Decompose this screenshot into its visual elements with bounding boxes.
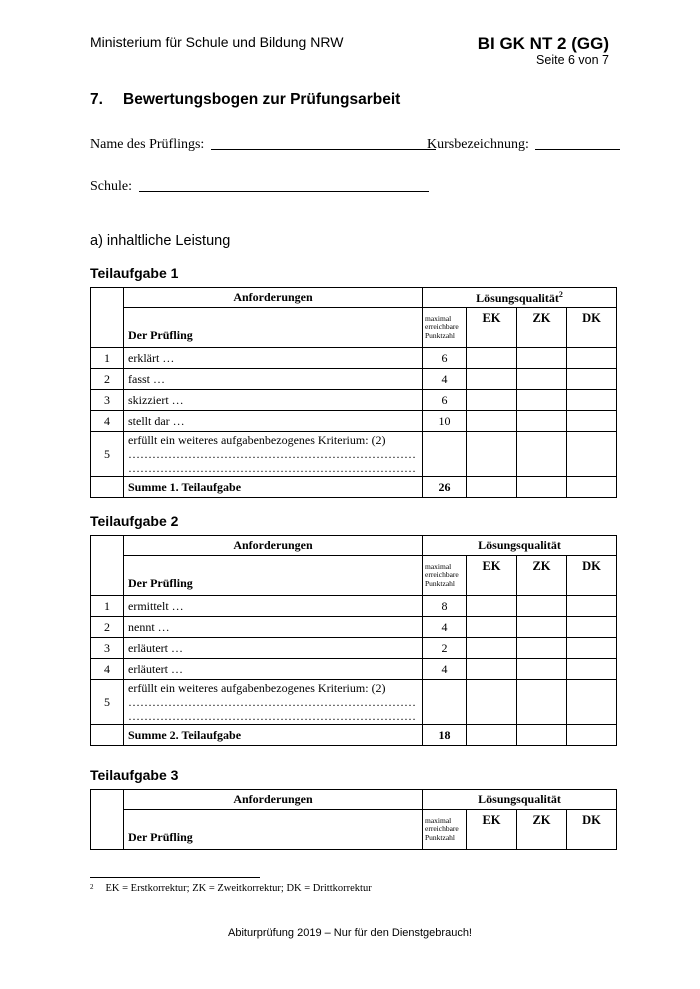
requirements-header: Anforderungen bbox=[124, 790, 423, 810]
section-title bbox=[90, 91, 400, 109]
school-input-line[interactable] bbox=[139, 177, 429, 192]
row-number: 2 bbox=[91, 617, 124, 638]
document-header bbox=[478, 34, 609, 67]
zk-cell[interactable] bbox=[517, 411, 567, 432]
row-requirement: stellt dar … bbox=[124, 411, 423, 432]
row-max-points: 2 bbox=[423, 638, 467, 659]
table-header-row bbox=[91, 790, 617, 810]
zk-cell[interactable] bbox=[517, 369, 567, 390]
row-max-points bbox=[423, 432, 467, 477]
sum-label: Summe 1. Teilaufgabe bbox=[124, 477, 423, 498]
fill-in-line[interactable]: ……………………………………………………………… bbox=[128, 709, 416, 723]
row-number: 5 bbox=[91, 432, 124, 477]
table-row bbox=[91, 432, 617, 477]
quality-header: Lösungsqualität bbox=[423, 536, 617, 556]
ek-cell[interactable] bbox=[467, 411, 517, 432]
dk-cell[interactable] bbox=[567, 617, 617, 638]
zk-cell[interactable] bbox=[517, 348, 567, 369]
row-number: 4 bbox=[91, 659, 124, 680]
course-field bbox=[427, 135, 620, 153]
ek-header: EK bbox=[467, 810, 517, 850]
dk-cell[interactable] bbox=[567, 432, 617, 477]
requirements-header: Anforderungen bbox=[124, 536, 423, 556]
ek-cell[interactable] bbox=[467, 596, 517, 617]
footnote-marker: 2 bbox=[558, 289, 563, 299]
dk-cell[interactable] bbox=[567, 659, 617, 680]
max-points-header: maximal erreichbare Punktzahl bbox=[423, 810, 467, 850]
dk-cell[interactable] bbox=[567, 411, 617, 432]
ek-cell[interactable] bbox=[467, 390, 517, 411]
max-points-header: maximal erreichbare Punktzahl bbox=[423, 556, 467, 596]
ek-cell[interactable] bbox=[467, 680, 517, 725]
table-row bbox=[91, 659, 617, 680]
footnote bbox=[90, 883, 372, 894]
row-max-points: 6 bbox=[423, 390, 467, 411]
task-2-table bbox=[90, 535, 617, 746]
dk-cell[interactable] bbox=[567, 725, 617, 746]
zk-cell[interactable] bbox=[517, 477, 567, 498]
course-label: Kursbezeichnung: bbox=[427, 137, 529, 152]
row-requirement: nennt … bbox=[124, 617, 423, 638]
ek-cell[interactable] bbox=[467, 369, 517, 390]
task-1-title: Teilaufgabe 1 bbox=[90, 265, 179, 281]
table-header-row bbox=[91, 536, 617, 556]
zk-cell[interactable] bbox=[517, 617, 567, 638]
ek-header: EK bbox=[467, 308, 517, 348]
row-number: 1 bbox=[91, 596, 124, 617]
max-points-header: maximal erreichbare Punktzahl bbox=[423, 308, 467, 348]
sum-number-cell bbox=[91, 725, 124, 746]
row-requirement bbox=[124, 432, 423, 477]
zk-header: ZK bbox=[517, 810, 567, 850]
zk-cell[interactable] bbox=[517, 659, 567, 680]
school-label: Schule: bbox=[90, 179, 132, 194]
row-max-points: 6 bbox=[423, 348, 467, 369]
requirements-header: Anforderungen bbox=[124, 288, 423, 308]
examinee-name-label: Name des Prüflings: bbox=[90, 137, 205, 152]
table-row bbox=[91, 617, 617, 638]
table-row bbox=[91, 369, 617, 390]
quality-header: Lösungsqualität bbox=[423, 790, 617, 810]
course-input-line[interactable] bbox=[535, 135, 620, 150]
zk-header: ZK bbox=[517, 556, 567, 596]
quality-header bbox=[423, 288, 617, 308]
zk-cell[interactable] bbox=[517, 638, 567, 659]
task-3-table bbox=[90, 789, 617, 850]
table-row bbox=[91, 390, 617, 411]
zk-header: ZK bbox=[517, 308, 567, 348]
zk-cell[interactable] bbox=[517, 725, 567, 746]
row-max-points bbox=[423, 680, 467, 725]
dk-cell[interactable] bbox=[567, 369, 617, 390]
row-max-points: 4 bbox=[423, 617, 467, 638]
dk-header: DK bbox=[567, 308, 617, 348]
row-number: 2 bbox=[91, 369, 124, 390]
ek-cell[interactable] bbox=[467, 617, 517, 638]
row-number: 5 bbox=[91, 680, 124, 725]
row-max-points: 10 bbox=[423, 411, 467, 432]
zk-cell[interactable] bbox=[517, 680, 567, 725]
ek-cell[interactable] bbox=[467, 348, 517, 369]
number-column-header bbox=[91, 790, 124, 850]
row-max-points: 4 bbox=[423, 369, 467, 390]
section-title-text: Bewertungsbogen zur Prüfungsarbeit bbox=[123, 91, 401, 108]
footnote-number: 2 bbox=[90, 883, 94, 891]
row-number: 3 bbox=[91, 638, 124, 659]
dk-header: DK bbox=[567, 810, 617, 850]
table-subheader-row bbox=[91, 308, 617, 348]
row-number: 3 bbox=[91, 390, 124, 411]
ek-cell[interactable] bbox=[467, 432, 517, 477]
zk-cell[interactable] bbox=[517, 432, 567, 477]
row-number: 4 bbox=[91, 411, 124, 432]
number-column-header bbox=[91, 288, 124, 348]
examinee-header: Der Prüfling bbox=[124, 556, 423, 596]
footnote-text: EK = Erstkorrektur; ZK = Zweitkorrektur; DK = Drittkorrektur bbox=[105, 883, 372, 894]
subheading: a) inhaltliche Leistung bbox=[90, 233, 231, 249]
footnote-separator bbox=[90, 877, 260, 878]
zk-cell[interactable] bbox=[517, 390, 567, 411]
zk-cell[interactable] bbox=[517, 596, 567, 617]
dk-cell[interactable] bbox=[567, 390, 617, 411]
fill-in-line[interactable]: ……………………………………………………………… bbox=[128, 461, 416, 475]
row-number: 1 bbox=[91, 348, 124, 369]
table-row bbox=[91, 596, 617, 617]
table-row bbox=[91, 680, 617, 725]
exam-code: BI GK NT 2 (GG) bbox=[477, 34, 609, 53]
row-max-points: 4 bbox=[423, 659, 467, 680]
row-requirement: erläutert … bbox=[124, 659, 423, 680]
criterion-text: erfüllt ein weiteres aufgabenbezogenes Kriterium: (2) bbox=[128, 681, 386, 695]
ek-header: EK bbox=[467, 556, 517, 596]
examinee-header: Der Prüfling bbox=[124, 810, 423, 850]
page-footer: Abiturprüfung 2019 – Nur für den Dienstgebrauch! bbox=[228, 927, 472, 939]
sum-points: 18 bbox=[423, 725, 467, 746]
page-number: Seite 6 von 7 bbox=[536, 53, 609, 67]
row-requirement bbox=[124, 680, 423, 725]
task-1-table bbox=[90, 287, 617, 498]
task-2-title: Teilaufgabe 2 bbox=[90, 513, 179, 529]
dk-cell[interactable] bbox=[567, 680, 617, 725]
dk-cell[interactable] bbox=[567, 596, 617, 617]
row-requirement: skizziert … bbox=[124, 390, 423, 411]
table-row bbox=[91, 638, 617, 659]
ek-cell[interactable] bbox=[467, 477, 517, 498]
table-row bbox=[91, 348, 617, 369]
ministry-name: Ministerium für Schule und Bildung NRW bbox=[90, 34, 344, 50]
ek-cell[interactable] bbox=[467, 638, 517, 659]
fill-in-line[interactable]: ……………………………………………………………… bbox=[128, 695, 416, 709]
table-subheader-row bbox=[91, 810, 617, 850]
number-column-header bbox=[91, 536, 124, 596]
fill-in-line[interactable]: ……………………………………………………………… bbox=[128, 447, 416, 461]
row-max-points: 8 bbox=[423, 596, 467, 617]
examinee-name-field bbox=[90, 135, 436, 153]
dk-cell[interactable] bbox=[567, 638, 617, 659]
dk-header: DK bbox=[567, 556, 617, 596]
quality-label: Lösungsqualität bbox=[476, 290, 559, 305]
dk-cell[interactable] bbox=[567, 477, 617, 498]
section-number: 7. bbox=[90, 91, 103, 108]
ek-cell[interactable] bbox=[467, 725, 517, 746]
sum-label: Summe 2. Teilaufgabe bbox=[124, 725, 423, 746]
table-subheader-row bbox=[91, 556, 617, 596]
examinee-name-input-line[interactable] bbox=[211, 135, 436, 150]
criterion-text: erfüllt ein weiteres aufgabenbezogenes Kriterium: (2) bbox=[128, 433, 386, 447]
ek-cell[interactable] bbox=[467, 659, 517, 680]
row-requirement: erläutert … bbox=[124, 638, 423, 659]
sum-row bbox=[91, 477, 617, 498]
school-field bbox=[90, 177, 429, 195]
examinee-header: Der Prüfling bbox=[124, 308, 423, 348]
dk-cell[interactable] bbox=[567, 348, 617, 369]
row-requirement: fasst … bbox=[124, 369, 423, 390]
sum-points: 26 bbox=[423, 477, 467, 498]
table-row bbox=[91, 411, 617, 432]
sum-row bbox=[91, 725, 617, 746]
row-requirement: ermittelt … bbox=[124, 596, 423, 617]
row-requirement: erklärt … bbox=[124, 348, 423, 369]
table-header-row bbox=[91, 288, 617, 308]
task-3-title: Teilaufgabe 3 bbox=[90, 767, 179, 783]
sum-number-cell bbox=[91, 477, 124, 498]
